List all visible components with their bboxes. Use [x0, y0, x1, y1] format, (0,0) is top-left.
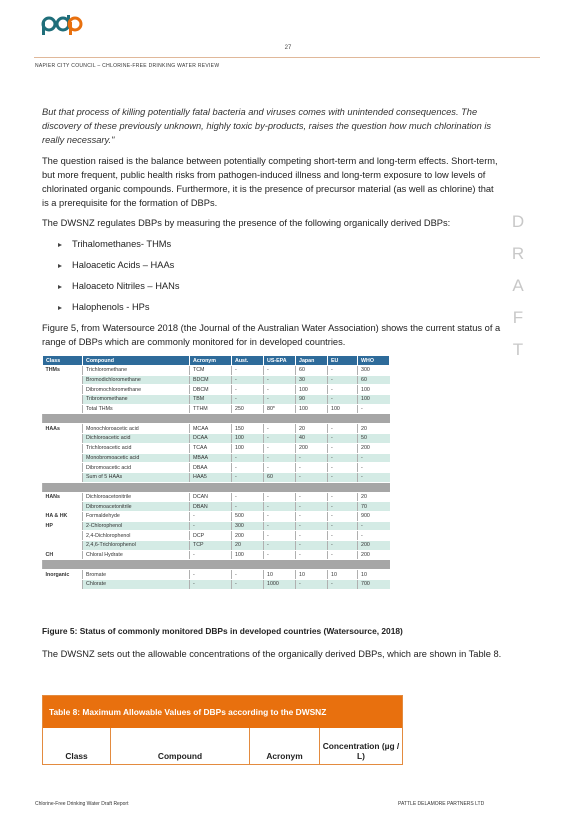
bullet-item: Haloaceto Nitriles – HANs	[58, 281, 179, 291]
table-cell: -	[358, 453, 390, 463]
table-cell: -	[296, 502, 328, 512]
table-cell: -	[328, 550, 358, 560]
table-cell: 200	[358, 443, 390, 453]
table-cell: -	[264, 521, 296, 531]
table-cell: Trichloromethane	[83, 366, 190, 376]
separator-cell	[43, 560, 390, 570]
table-cell: 10	[328, 570, 358, 580]
table-cell: -	[296, 472, 328, 482]
table-cell: 1000	[264, 580, 296, 590]
page-number: 27	[284, 45, 292, 51]
table-cell: -	[264, 463, 296, 473]
table-cell: MCAA	[190, 424, 232, 434]
table-cell: -	[358, 531, 390, 541]
table-cell: TCP	[190, 541, 232, 551]
table-cell: -	[328, 502, 358, 512]
class-cell: HANs	[43, 492, 83, 502]
table-cell: -	[190, 580, 232, 590]
table-cell: 150	[232, 424, 264, 434]
column-header: US-EPA	[264, 356, 296, 366]
table-cell: -	[328, 580, 358, 590]
table-cell: 200	[358, 550, 390, 560]
table-cell: -	[264, 541, 296, 551]
class-cell	[43, 385, 83, 395]
table-cell: Bromate	[83, 570, 190, 580]
column-header: Acronym	[190, 356, 232, 366]
table-cell: 100	[232, 550, 264, 560]
separator-row	[43, 414, 390, 424]
table-8-header-row	[43, 728, 402, 764]
table-cell: 2,4,6-Trichlorophenol	[83, 541, 190, 551]
class-cell	[43, 502, 83, 512]
table-cell: 100	[296, 404, 328, 414]
table-cell: 90	[296, 395, 328, 405]
table-cell: Dibromoacetic acid	[83, 463, 190, 473]
table-cell: -	[296, 580, 328, 590]
bullet-arrow-icon	[58, 264, 62, 268]
table-cell: 300	[358, 366, 390, 376]
table-cell: Total THMs	[83, 404, 190, 414]
table-cell: 50	[358, 434, 390, 444]
table-cell: 20	[358, 424, 390, 434]
table-cell: -	[328, 434, 358, 444]
table-cell: -	[232, 385, 264, 395]
separator-cell	[43, 482, 390, 492]
class-cell	[43, 531, 83, 541]
paragraph-figure-intro: Figure 5, from Watersource 2018 (the Journal of the Australian Water Association) shows the current status of a range of DBPs which are commonly monitored for in developed countries.	[42, 323, 501, 347]
class-cell: HAAs	[43, 424, 83, 434]
class-cell: Inorganic	[43, 570, 83, 580]
bullet-arrow-icon	[58, 306, 62, 310]
class-cell: CH	[43, 550, 83, 560]
table-cell: 100	[232, 443, 264, 453]
table-cell: Sum of 5 HAAs	[83, 472, 190, 482]
table-cell: -	[328, 531, 358, 541]
table-cell: -	[264, 511, 296, 521]
table-cell: -	[328, 472, 358, 482]
table-cell: -	[296, 531, 328, 541]
class-cell	[43, 580, 83, 590]
table-cell: -	[328, 541, 358, 551]
table-cell: -	[296, 521, 328, 531]
table-8	[42, 695, 403, 765]
table-row	[43, 463, 390, 473]
table-cell: -	[264, 443, 296, 453]
table-cell: -	[296, 453, 328, 463]
table-cell: -	[264, 453, 296, 463]
class-cell	[43, 375, 83, 385]
table-cell: -	[328, 443, 358, 453]
table-cell: 200	[296, 443, 328, 453]
table-cell: -	[296, 541, 328, 551]
table-cell: -	[296, 463, 328, 473]
paragraph-table-intro: The DWSNZ sets out the allowable concentrations of the organically derived DBPs, which are shown in Table 8.	[42, 649, 502, 659]
class-cell	[43, 434, 83, 444]
table-cell: -	[328, 453, 358, 463]
table-cell: Bromodichloromethane	[83, 375, 190, 385]
table-cell: -	[264, 385, 296, 395]
table-cell: Monochloroacetic acid	[83, 424, 190, 434]
table-cell: TBM	[190, 395, 232, 405]
table-cell: -	[328, 375, 358, 385]
table-cell: HAA5	[190, 472, 232, 482]
table-row	[43, 375, 390, 385]
table-row	[43, 424, 390, 434]
table-cell: TCM	[190, 366, 232, 376]
table-row	[43, 502, 390, 512]
bullet-item: Halophenols - HPs	[58, 302, 150, 312]
table-cell: 700	[358, 580, 390, 590]
column-header-class: Class	[43, 728, 111, 764]
document-title: NAPIER CITY COUNCIL – CHLORINE-FREE DRINKING WATER REVIEW	[35, 63, 220, 69]
table-row	[43, 580, 390, 590]
table-cell: -	[232, 366, 264, 376]
table-cell: 100	[296, 385, 328, 395]
table-cell: -	[232, 492, 264, 502]
table-cell: Dibromoacetonitrile	[83, 502, 190, 512]
column-header: WHO	[358, 356, 390, 366]
table-row	[43, 570, 390, 580]
table-cell: -	[358, 404, 390, 414]
table-row	[43, 404, 390, 414]
table-cell: MBAA	[190, 453, 232, 463]
table-cell: DCAA	[190, 434, 232, 444]
column-header: Class	[43, 356, 83, 366]
draft-watermark-letter: A	[512, 276, 524, 295]
table-cell: -	[296, 550, 328, 560]
table-cell: -	[264, 531, 296, 541]
table-cell: 40	[296, 434, 328, 444]
table-cell: 20	[232, 541, 264, 551]
class-cell	[43, 404, 83, 414]
figure-caption: Figure 5: Status of commonly monitored DBPs in developed countries (Watersource, 2018)	[42, 626, 403, 636]
table-cell: 60	[264, 472, 296, 482]
table-row	[43, 385, 390, 395]
table-cell: -	[264, 492, 296, 502]
table-cell: -	[232, 502, 264, 512]
table-cell: -	[232, 472, 264, 482]
table-cell: -	[232, 580, 264, 590]
table-cell: -	[190, 511, 232, 521]
table-row	[43, 472, 390, 482]
table-cell: -	[328, 395, 358, 405]
table-cell: -	[328, 492, 358, 502]
figure-5-table	[42, 355, 390, 590]
table-cell: -	[328, 463, 358, 473]
pdp-logo	[40, 14, 84, 36]
table-cell: 100	[358, 395, 390, 405]
separator-row	[43, 482, 390, 492]
table-cell: 100	[328, 404, 358, 414]
table-cell: -	[264, 375, 296, 385]
table-cell: -	[264, 395, 296, 405]
table-cell: BDCM	[190, 375, 232, 385]
table-cell: -	[296, 492, 328, 502]
table-8-title: Table 8: Maximum Allowable Values of DBPs according to the DWSNZ	[43, 696, 402, 728]
separator-row	[43, 560, 390, 570]
table-cell: -	[264, 550, 296, 560]
figure-5-table-container	[42, 355, 390, 590]
class-cell	[43, 443, 83, 453]
column-header: Compound	[83, 356, 190, 366]
table-row	[43, 541, 390, 551]
table-cell: -	[358, 472, 390, 482]
table-row	[43, 550, 390, 560]
table-cell: 100	[358, 385, 390, 395]
paragraph-regulation: The DWSNZ regulates DBPs by measuring the presence of the following organically derived DBPs:	[42, 218, 451, 228]
table-row	[43, 492, 390, 502]
column-header-acronym: Acronym	[250, 728, 320, 764]
class-cell	[43, 541, 83, 551]
paragraph-question: The question raised is the balance between potentially competing short-term and long-term effects. Short-term, but more frequent, public health risks from pathogen-induced illness and long-term exposure to low levels of chlorinated organic compounds. Furthermore, it is the presence of precursor material (as well as chlorine) that is a prerequisite for the formation of DBPs.	[42, 156, 498, 208]
column-header-compound: Compound	[111, 728, 250, 764]
table-cell: 500	[232, 511, 264, 521]
table-cell: -	[358, 463, 390, 473]
table-row	[43, 453, 390, 463]
bullet-arrow-icon	[58, 243, 62, 247]
table-cell: 300	[232, 521, 264, 531]
table-row	[43, 434, 390, 444]
table-row	[43, 366, 390, 376]
class-cell	[43, 463, 83, 473]
column-header: Japan	[296, 356, 328, 366]
table-cell: DBAN	[190, 502, 232, 512]
table-cell: -	[232, 453, 264, 463]
table-row	[43, 521, 390, 531]
bullet-arrow-icon	[58, 285, 62, 289]
header-rule	[34, 57, 540, 58]
table-cell: 200	[358, 541, 390, 551]
footer-report-title: Chlorine-Free Drinking Water Draft Report	[35, 801, 129, 807]
table-cell: -	[328, 385, 358, 395]
class-cell: THMs	[43, 366, 83, 376]
table-cell: Chlorate	[83, 580, 190, 590]
table-cell: -	[264, 366, 296, 376]
table-cell: 10	[296, 570, 328, 580]
column-header-concentration: Concentration (µg / L)	[322, 741, 400, 761]
table-cell: -	[264, 424, 296, 434]
bullet-item: Haloacetic Acids – HAAs	[58, 260, 174, 270]
table-cell: -	[296, 511, 328, 521]
class-cell: HP	[43, 521, 83, 531]
table-cell: -	[232, 463, 264, 473]
separator-cell	[43, 414, 390, 424]
table-cell: -	[264, 502, 296, 512]
table-cell: -	[190, 570, 232, 580]
table-cell: Dibromochloromethane	[83, 385, 190, 395]
table-cell: -	[328, 521, 358, 531]
table-cell: DBCM	[190, 385, 232, 395]
table-cell: -	[328, 424, 358, 434]
table-cell: 60	[358, 375, 390, 385]
class-cell	[43, 453, 83, 463]
table-cell: 900	[358, 511, 390, 521]
table-cell: -	[358, 521, 390, 531]
table-cell: Tribromomethane	[83, 395, 190, 405]
table-cell: 60	[296, 366, 328, 376]
class-cell	[43, 395, 83, 405]
footer-company: PATTLE DELAMORE PARTNERS LTD	[398, 801, 485, 807]
table-row	[43, 511, 390, 521]
table-cell: Dichloroacetic acid	[83, 434, 190, 444]
table-cell: DCAN	[190, 492, 232, 502]
table-cell: 20	[358, 492, 390, 502]
bullet-item: Trihalomethanes- THMs	[58, 239, 171, 249]
table-cell: 2-Chlorophenol	[83, 521, 190, 531]
table-row	[43, 395, 390, 405]
column-header: EU	[328, 356, 358, 366]
quote-paragraph: But that process of killing potentially fatal bacteria and viruses comes with unintended consequences. The discovery of these previously unknown, highly toxic by-products, raises the question how much chlorination is really necessary."	[42, 107, 492, 145]
class-cell: HA & HK	[43, 511, 83, 521]
table-cell: 10	[358, 570, 390, 580]
table-cell: TCAA	[190, 443, 232, 453]
table-cell: -	[232, 395, 264, 405]
table-cell: -	[264, 434, 296, 444]
draft-watermark-letter: D	[511, 212, 525, 231]
table-cell: Chloral Hydrate	[83, 550, 190, 560]
table-row	[43, 443, 390, 453]
table-cell: -	[232, 375, 264, 385]
table-cell: -	[190, 550, 232, 560]
table-cell: Trichloroacetic acid	[83, 443, 190, 453]
table-row	[43, 531, 390, 541]
draft-watermark-letter: R	[511, 244, 525, 263]
table-cell: Dichloroacetonitrile	[83, 492, 190, 502]
table-cell: DBAA	[190, 463, 232, 473]
table-cell: -	[328, 366, 358, 376]
table-cell: -	[232, 570, 264, 580]
table-cell: 2,4-Dichlorophenol	[83, 531, 190, 541]
column-header: Aust.	[232, 356, 264, 366]
table-cell: TTHM	[190, 404, 232, 414]
draft-watermark-letter: F	[512, 308, 524, 327]
table-cell: 80*	[264, 404, 296, 414]
table-cell: 20	[296, 424, 328, 434]
table-cell: 10	[264, 570, 296, 580]
table-cell: Monobromoacetic acid	[83, 453, 190, 463]
table-cell: 250	[232, 404, 264, 414]
table-cell: -	[190, 521, 232, 531]
table-cell: 100	[232, 434, 264, 444]
table-header-row	[43, 356, 390, 366]
table-cell: 70	[358, 502, 390, 512]
table-cell: DCP	[190, 531, 232, 541]
table-cell: Formaldehyde	[83, 511, 190, 521]
table-cell: 30	[296, 375, 328, 385]
class-cell	[43, 472, 83, 482]
table-cell: 200	[232, 531, 264, 541]
table-cell: -	[328, 511, 358, 521]
draft-watermark-letter: T	[512, 340, 524, 359]
